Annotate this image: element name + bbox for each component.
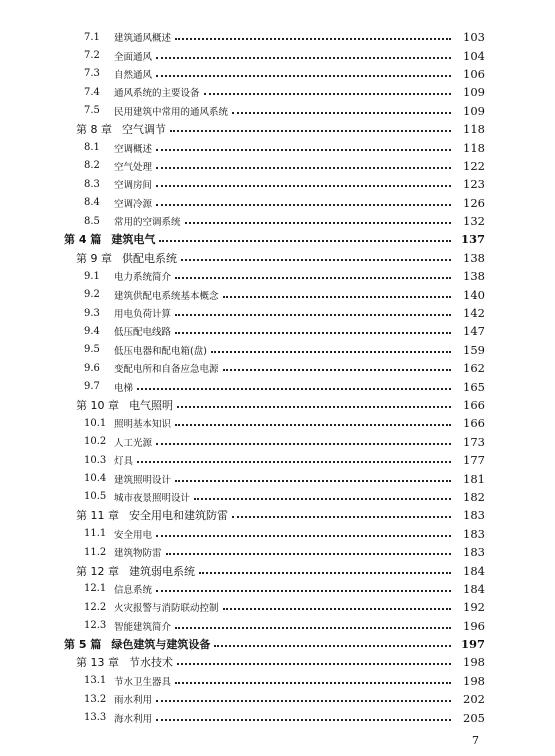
entry-number: 8.2	[84, 160, 100, 172]
dot-leader	[156, 167, 451, 169]
entry-number: 10.5	[84, 491, 107, 503]
entry-number: 11.2	[84, 546, 107, 558]
entry-page: 177	[463, 453, 485, 468]
entry-title: 通风系统的主要设备	[114, 88, 200, 100]
entry-title: 电梯	[114, 382, 134, 394]
entry-page: 197	[460, 637, 485, 652]
entry-page: 109	[463, 85, 485, 100]
entry-number: 7.1	[84, 31, 100, 43]
toc-section-entry	[0, 377, 555, 395]
dot-leader	[232, 112, 451, 114]
entry-number: 8.4	[84, 197, 100, 209]
dot-leader	[170, 130, 451, 132]
entry-title: 建筑物防雷	[114, 548, 162, 560]
entry-number: 13.1	[84, 675, 107, 687]
dot-leader	[137, 461, 451, 463]
dot-leader	[156, 57, 451, 59]
dot-leader	[175, 480, 451, 482]
toc-section-entry	[0, 46, 555, 64]
toc-section-entry	[0, 451, 555, 469]
entry-page: 165	[463, 379, 485, 394]
dot-leader	[177, 663, 451, 665]
dot-leader	[211, 351, 451, 353]
entry-page: 182	[463, 489, 485, 504]
entry-title: 空调概述	[114, 143, 153, 155]
dot-leader	[156, 719, 451, 721]
entry-number: 第 12 章	[76, 564, 119, 578]
entry-number: 12.2	[84, 601, 107, 613]
entry-page: 137	[460, 232, 485, 247]
dot-leader	[159, 240, 451, 242]
toc-chapter-entry	[0, 653, 555, 671]
toc-section-entry	[0, 83, 555, 101]
entry-page: 138	[463, 269, 485, 284]
dot-leader	[175, 277, 451, 279]
dot-leader	[156, 204, 451, 206]
entry-number: 13.3	[84, 712, 107, 724]
dot-leader	[175, 314, 451, 316]
toc-section-entry	[0, 469, 555, 487]
entry-page: 118	[463, 140, 485, 155]
entry-number: 8.3	[84, 178, 100, 190]
dot-leader	[223, 608, 451, 610]
entry-page: 147	[463, 324, 485, 339]
toc-part-entry	[0, 230, 555, 248]
toc-section-entry	[0, 194, 555, 212]
entry-number: 10.2	[84, 436, 107, 448]
entry-page: 103	[463, 30, 485, 45]
toc-chapter-entry	[0, 120, 555, 138]
dot-leader	[223, 369, 451, 371]
entry-number: 第 9 章	[76, 251, 112, 265]
entry-number: 10.1	[84, 417, 107, 429]
entry-page: 140	[463, 287, 485, 302]
dot-leader	[194, 498, 451, 500]
toc-section-entry	[0, 285, 555, 303]
entry-number: 9.3	[84, 307, 100, 319]
entry-page: 132	[463, 214, 485, 229]
entry-number: 10.4	[84, 473, 107, 485]
entry-title: 信息系统	[114, 584, 153, 596]
entry-page: 166	[463, 416, 485, 431]
entry-page: 123	[463, 177, 485, 192]
entry-number: 10.3	[84, 454, 107, 466]
dot-leader	[137, 388, 451, 390]
entry-title: 供配电系统	[122, 251, 177, 265]
dot-leader	[199, 572, 451, 574]
dot-leader	[156, 185, 451, 187]
dot-leader	[204, 93, 451, 95]
entry-number: 第 4 篇	[64, 233, 102, 247]
entry-title: 建筑通风概述	[114, 33, 172, 45]
entry-title: 绿色建筑与建筑设备	[111, 638, 211, 652]
entry-page: 173	[463, 434, 485, 449]
toc-section-entry	[0, 433, 555, 451]
entry-number: 9.5	[84, 344, 100, 356]
entry-number: 7.4	[84, 86, 100, 98]
entry-title: 空调冷源	[114, 198, 153, 210]
entry-number: 7.3	[84, 68, 100, 80]
toc-section-entry	[0, 543, 555, 561]
entry-title: 空调房间	[114, 180, 153, 192]
dot-leader	[156, 75, 451, 77]
entry-page: 183	[463, 508, 485, 523]
toc-section-entry	[0, 359, 555, 377]
entry-number: 7.5	[84, 105, 100, 117]
entry-number: 13.2	[84, 693, 107, 705]
entry-page: 184	[463, 581, 485, 596]
toc-section-entry	[0, 322, 555, 340]
entry-title: 低压配电线路	[114, 327, 172, 339]
entry-number: 12.1	[84, 583, 107, 595]
toc-section-entry	[0, 690, 555, 708]
toc-section-entry	[0, 175, 555, 193]
toc-chapter-entry	[0, 396, 555, 414]
entry-number: 第 5 篇	[64, 638, 102, 652]
entry-title: 照明基本知识	[114, 419, 172, 431]
entry-title: 低压电器和配电箱(盘)	[114, 345, 207, 357]
entry-page: 159	[463, 342, 485, 357]
toc-section-entry	[0, 102, 555, 120]
entry-title: 电力系统简介	[114, 272, 172, 284]
dot-leader	[177, 406, 451, 408]
entry-title: 常用的空调系统	[114, 217, 181, 229]
toc-chapter-entry	[0, 506, 555, 524]
entry-title: 安全用电和建筑防雷	[129, 509, 228, 523]
entry-title: 灯具	[114, 456, 134, 468]
entry-title: 全面通风	[114, 51, 153, 63]
toc-chapter-entry	[0, 249, 555, 267]
entry-number: 12.3	[84, 620, 107, 632]
entry-page: 184	[463, 563, 485, 578]
entry-page: 181	[463, 471, 485, 486]
toc-section-entry	[0, 65, 555, 83]
entry-title: 空气调节	[122, 123, 166, 137]
entry-page: 166	[463, 398, 485, 412]
entry-number: 9.6	[84, 362, 100, 374]
toc-section-entry	[0, 617, 555, 635]
entry-title: 用电负荷计算	[114, 309, 172, 321]
entry-page: 198	[463, 673, 485, 688]
dot-leader	[181, 259, 451, 261]
entry-title: 智能建筑简介	[114, 621, 172, 633]
dot-leader	[156, 700, 451, 702]
entry-number: 9.4	[84, 325, 100, 337]
dot-leader	[156, 149, 451, 151]
toc-section-entry	[0, 341, 555, 359]
entry-page: 126	[463, 195, 485, 210]
entry-page: 198	[463, 655, 485, 670]
toc-section-entry	[0, 488, 555, 506]
entry-number: 7.2	[84, 50, 100, 62]
entry-page: 202	[463, 692, 485, 707]
entry-number: 11.1	[84, 528, 107, 540]
dot-leader	[175, 38, 451, 40]
entry-number: 第 8 章	[76, 123, 112, 137]
entry-page: 196	[463, 618, 485, 633]
dot-leader	[175, 332, 451, 334]
entry-page: 104	[463, 48, 485, 63]
entry-number: 9.7	[84, 381, 100, 393]
entry-number: 9.1	[84, 270, 100, 282]
dot-leader	[156, 590, 451, 592]
dot-leader	[166, 553, 451, 555]
toc-section-entry	[0, 708, 555, 726]
entry-title: 建筑弱电系统	[129, 564, 195, 578]
entry-page: 205	[463, 710, 485, 725]
dot-leader	[175, 682, 451, 684]
toc-chapter-entry	[0, 561, 555, 579]
entry-title: 节水卫生器具	[114, 676, 172, 688]
entry-title: 海水利用	[114, 713, 153, 725]
toc-section-entry	[0, 598, 555, 616]
entry-title: 建筑供配电系统基本概念	[114, 290, 219, 302]
entry-page: 109	[463, 103, 485, 118]
entry-title: 安全用电	[114, 529, 153, 541]
dot-leader	[232, 516, 451, 518]
entry-title: 民用建筑中常用的通风系统	[114, 106, 229, 118]
toc-section-entry	[0, 525, 555, 543]
entry-title: 建筑电气	[111, 233, 156, 247]
entry-page: 183	[463, 545, 485, 560]
table-of-contents	[0, 28, 555, 727]
toc-section-entry	[0, 414, 555, 432]
entry-page: 122	[463, 158, 485, 173]
entry-page: 118	[463, 122, 485, 137]
entry-number: 第 10 章	[76, 399, 119, 412]
toc-part-entry	[0, 635, 555, 653]
entry-title: 城市夜景照明设计	[114, 492, 191, 504]
dot-leader	[185, 222, 451, 224]
dot-leader	[175, 627, 451, 629]
page-number: 7	[472, 734, 479, 747]
entry-title: 人工光源	[114, 437, 153, 449]
toc-section-entry	[0, 304, 555, 322]
entry-page: 142	[463, 306, 485, 321]
toc-section-entry	[0, 580, 555, 598]
toc-section-entry	[0, 267, 555, 285]
entry-page: 183	[463, 526, 485, 541]
dot-leader	[156, 443, 451, 445]
entry-page: 192	[463, 600, 485, 615]
entry-title: 电气照明	[129, 399, 173, 412]
entry-title: 自然通风	[114, 69, 153, 81]
entry-title: 雨水利用	[114, 695, 153, 707]
entry-title: 变配电所和自备应急电源	[114, 364, 219, 376]
entry-page: 162	[463, 361, 485, 376]
dot-leader	[214, 645, 451, 647]
entry-number: 9.2	[84, 289, 100, 301]
entry-page: 106	[463, 66, 485, 81]
toc-section-entry	[0, 138, 555, 156]
entry-title: 建筑照明设计	[114, 474, 172, 486]
toc-section-entry	[0, 157, 555, 175]
dot-leader	[175, 424, 451, 426]
toc-section-entry	[0, 28, 555, 46]
entry-title: 火灾报警与消防联动控制	[114, 603, 219, 615]
dot-leader	[156, 535, 451, 537]
toc-section-entry	[0, 212, 555, 230]
entry-number: 8.1	[84, 142, 100, 154]
entry-number: 8.5	[84, 215, 100, 227]
dot-leader	[223, 296, 451, 298]
entry-page: 138	[463, 250, 485, 265]
entry-title: 空气处理	[114, 161, 153, 173]
entry-number: 第 13 章	[76, 656, 119, 670]
toc-section-entry	[0, 672, 555, 690]
entry-title: 节水技术	[129, 656, 173, 670]
entry-number: 第 11 章	[76, 509, 119, 523]
